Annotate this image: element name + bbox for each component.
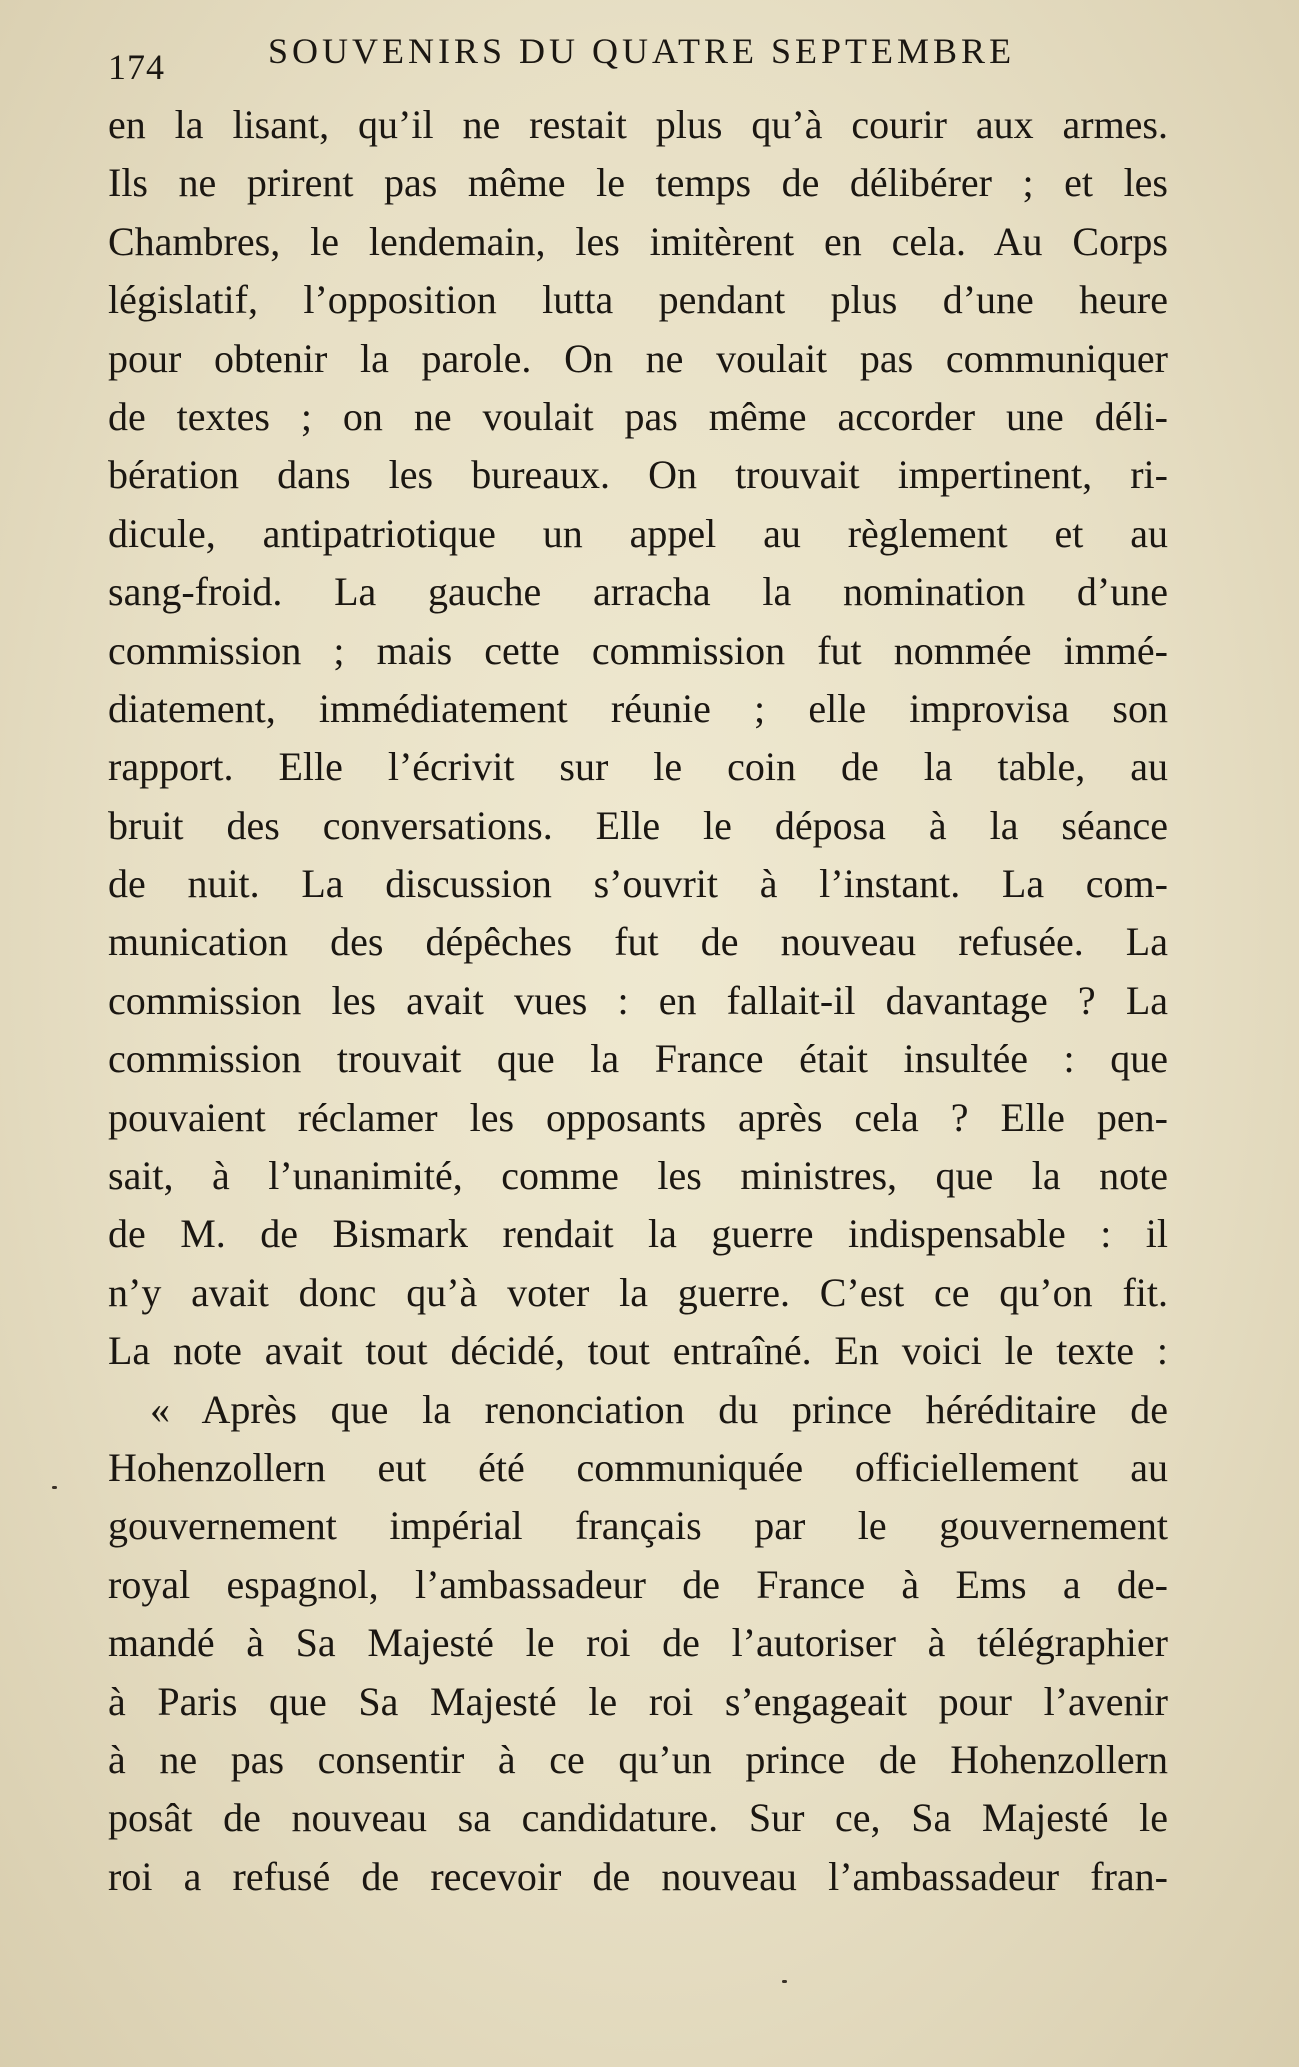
text-line: roi a refusé de recevoir de nouveau l’ambassadeur fran- <box>108 1853 1168 1899</box>
text-line: à Paris que Sa Majesté le roi s’engageait pour l’avenir <box>108 1678 1168 1724</box>
text-line: Ils ne prirent pas même le temps de délibérer ; et les <box>108 160 1168 206</box>
text-line: en la lisant, qu’il ne restait plus qu’à courir aux armes. <box>108 102 1168 147</box>
running-head: SOUVENIRS DU QUATRE SEPTEMBRE <box>268 31 1016 71</box>
text-line: pour obtenir la parole. On ne voulait pas communiquer <box>108 335 1168 381</box>
page-header <box>108 22 1179 87</box>
text-line: posât de nouveau sa candidature. Sur ce, Sa Majesté le <box>108 1795 1168 1841</box>
text-line: commission ; mais cette commission fut nommée immé- <box>108 627 1168 673</box>
text-line: de M. de Bismark rendait la guerre indispensable : il <box>108 1211 1168 1257</box>
quote-start-line: « Après que la renonciation du prince héréditaire de <box>150 1386 1168 1432</box>
text-line: commission les avait vues : en fallait-il davantage ? La <box>108 977 1168 1023</box>
text-line: de nuit. La discussion s’ouvrit à l’instant. La com- <box>108 861 1168 907</box>
text-line: de textes ; on ne voulait pas même accorder une déli- <box>108 393 1168 439</box>
text-line: royal espagnol, l’ambassadeur de France à Ems a de- <box>108 1561 1168 1607</box>
text-line: gouvernement impérial français par le gouvernement <box>108 1503 1168 1549</box>
body-text <box>108 96 1168 1906</box>
text-line: mandé à Sa Majesté le roi de l’autoriser à télégraphier <box>108 1620 1168 1666</box>
text-line: bruit des conversations. Elle le déposa à la séance <box>108 802 1168 848</box>
text-line: La note avait tout décidé, tout entraîné. En voici le texte : <box>108 1328 1168 1374</box>
text-line: n’y avait donc qu’à voter la guerre. C’est ce qu’on fit. <box>108 1269 1168 1315</box>
text-line: Chambres, le lendemain, les imitèrent en cela. Au Corps <box>108 218 1168 264</box>
text-line: pouvaient réclamer les opposants après cela ? Elle pen- <box>108 1094 1168 1140</box>
text-line: commission trouvait que la France était insultée : que <box>108 1036 1168 1082</box>
text-line: dicule, antipatriotique un appel au règlement et au <box>108 510 1168 556</box>
ink-speck <box>782 1980 787 1983</box>
text-line: diatement, immédiatement réunie ; elle improvisa son <box>108 685 1168 731</box>
ink-speck <box>52 1486 57 1489</box>
text-line: munication des dépêches fut de nouveau refusée. La <box>108 919 1168 965</box>
page-number: 174 <box>108 47 165 87</box>
text-line: législatif, l’opposition lutta pendant plus d’une heure <box>108 277 1168 323</box>
text-line: Hohenzollern eut été communiquée officiellement au <box>108 1444 1168 1490</box>
text-line: bération dans les bureaux. On trouvait impertinent, ri- <box>108 452 1168 498</box>
text-line: sang-froid. La gauche arracha la nomination d’une <box>108 569 1168 615</box>
text-line: à ne pas consentir à ce qu’un prince de Hohenzollern <box>108 1736 1168 1782</box>
text-line: rapport. Elle l’écrivit sur le coin de la table, au <box>108 744 1168 790</box>
text-line: sait, à l’unanimité, comme les ministres, que la note <box>108 1153 1168 1199</box>
